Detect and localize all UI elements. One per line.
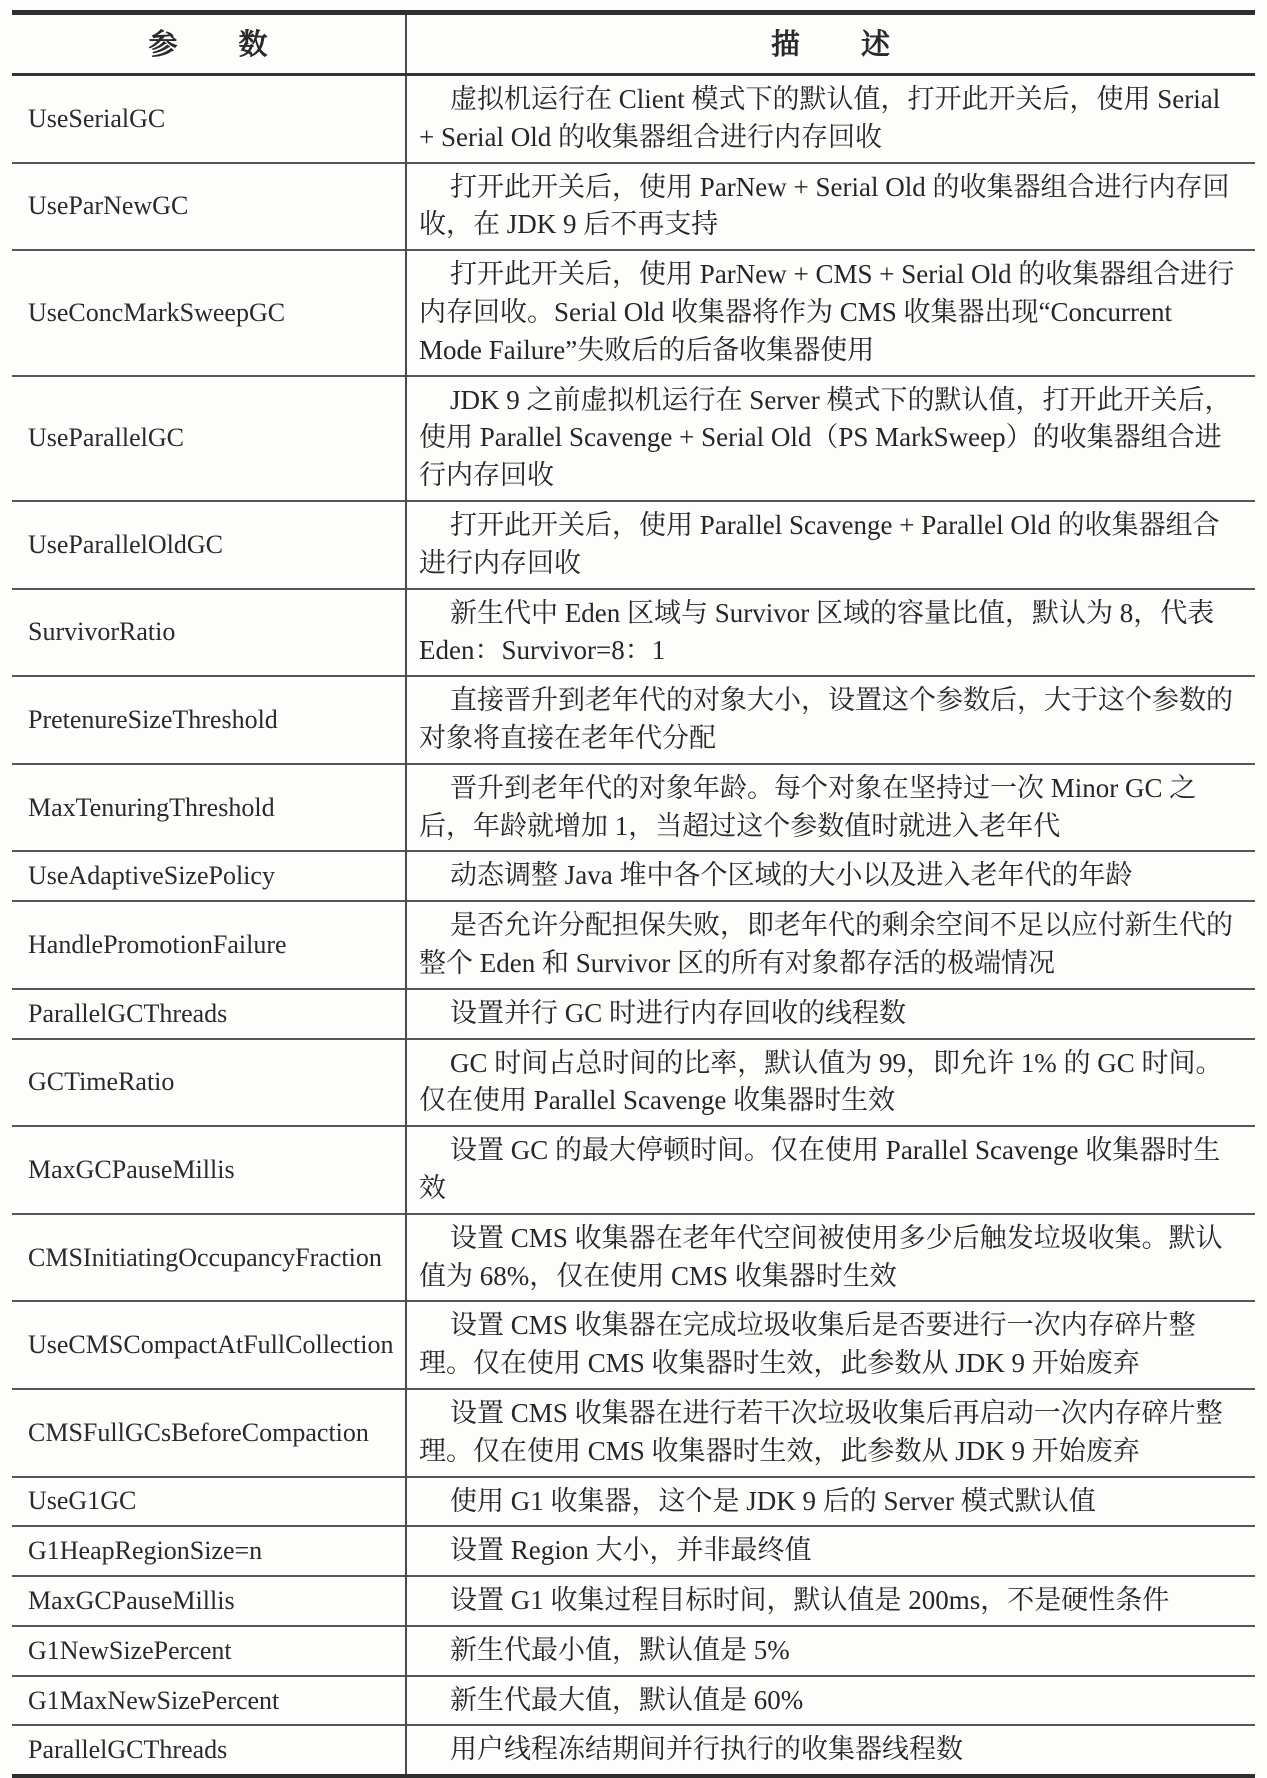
param-description-cell: 新生代最小值，默认值是 5%: [406, 1626, 1255, 1676]
param-description-cell: 打开此开关后，使用 ParNew + Serial Old 的收集器组合进行内存回收，在 JDK 9 后不再支持: [406, 163, 1255, 251]
param-name-cell: SurvivorRatio: [12, 589, 406, 677]
param-description-cell: 是否允许分配担保失败，即老年代的剩余空间不足以应付新生代的整个 Eden 和 Survivor 区的所有对象都存活的极端情况: [406, 901, 1255, 989]
param-name-cell: UseParNewGC: [12, 163, 406, 251]
header-row: [12, 13, 1255, 75]
table-row: [12, 501, 1255, 589]
table-row: [12, 376, 1255, 501]
param-name-cell: PretenureSizeThreshold: [12, 676, 406, 764]
param-name-cell: G1MaxNewSizePercent: [12, 1676, 406, 1726]
param-description-cell: 用户线程冻结期间并行执行的收集器线程数: [406, 1725, 1255, 1776]
table-row: [12, 1126, 1255, 1214]
param-description-cell: 打开此开关后，使用 ParNew + CMS + Serial Old 的收集器组合进行内存回收。Serial Old 收集器将作为 CMS 收集器出现“Concurrent Mode Failure”失败后的后备收集器使用: [406, 250, 1255, 375]
table-row: [12, 589, 1255, 677]
param-description-cell: 虚拟机运行在 Client 模式下的默认值，打开此开关后，使用 Serial + Serial Old 的收集器组合进行内存回收: [406, 75, 1255, 163]
param-name-cell: MaxTenuringThreshold: [12, 764, 406, 852]
param-name-cell: GCTimeRatio: [12, 1039, 406, 1127]
table-row: [12, 250, 1255, 375]
param-name-cell: UseSerialGC: [12, 75, 406, 163]
table-row: [12, 1301, 1255, 1389]
table-row: [12, 676, 1255, 764]
param-name-cell: UseCMSCompactAtFullCollection: [12, 1301, 406, 1389]
param-name-cell: MaxGCPauseMillis: [12, 1576, 406, 1626]
table-row: [12, 1389, 1255, 1477]
param-name-cell: UseConcMarkSweepGC: [12, 250, 406, 375]
param-description-cell: 动态调整 Java 堆中各个区域的大小以及进入老年代的年龄: [406, 851, 1255, 901]
table-row: [12, 1725, 1255, 1776]
param-name-cell: UseAdaptiveSizePolicy: [12, 851, 406, 901]
param-description-cell: 直接晋升到老年代的对象大小，设置这个参数后，大于这个参数的对象将直接在老年代分配: [406, 676, 1255, 764]
param-description-cell: 新生代中 Eden 区域与 Survivor 区域的容量比值，默认为 8，代表 Eden：Survivor=8：1: [406, 589, 1255, 677]
param-name-cell: HandlePromotionFailure: [12, 901, 406, 989]
param-description-cell: 设置并行 GC 时进行内存回收的线程数: [406, 989, 1255, 1039]
param-description-cell: 设置 Region 大小，并非最终值: [406, 1526, 1255, 1576]
param-description-cell: 打开此开关后，使用 Parallel Scavenge + Parallel Old 的收集器组合进行内存回收: [406, 501, 1255, 589]
param-name-cell: G1NewSizePercent: [12, 1626, 406, 1676]
param-name-cell: UseParallelGC: [12, 376, 406, 501]
table-row: [12, 163, 1255, 251]
table-row: [12, 1526, 1255, 1576]
param-description-cell: 使用 G1 收集器，这个是 JDK 9 后的 Server 模式默认值: [406, 1477, 1255, 1527]
param-description-cell: JDK 9 之前虚拟机运行在 Server 模式下的默认值，打开此开关后，使用 Parallel Scavenge + Serial Old（PS MarkSweep）的收集器组合进行内存回收: [406, 376, 1255, 501]
header-cell-desc: 描 述: [406, 13, 1255, 75]
param-name-cell: UseG1GC: [12, 1477, 406, 1527]
param-name-cell: ParallelGCThreads: [12, 989, 406, 1039]
param-description-cell: 设置 CMS 收集器在老年代空间被使用多少后触发垃圾收集。默认值为 68%，仅在使用 CMS 收集器时生效: [406, 1214, 1255, 1302]
gc-parameters-table: [12, 10, 1255, 1778]
param-description-cell: GC 时间占总时间的比率，默认值为 99，即允许 1% 的 GC 时间。仅在使用 Parallel Scavenge 收集器时生效: [406, 1039, 1255, 1127]
param-description-cell: 设置 CMS 收集器在完成垃圾收集后是否要进行一次内存碎片整理。仅在使用 CMS 收集器时生效，此参数从 JDK 9 开始废弃: [406, 1301, 1255, 1389]
param-name-cell: UseParallelOldGC: [12, 501, 406, 589]
table-row: [12, 1039, 1255, 1127]
param-description-cell: 设置 CMS 收集器在进行若干次垃圾收集后再启动一次内存碎片整理。仅在使用 CMS 收集器时生效，此参数从 JDK 9 开始废弃: [406, 1389, 1255, 1477]
param-name-cell: G1HeapRegionSize=n: [12, 1526, 406, 1576]
table-row: [12, 1477, 1255, 1527]
param-name-cell: ParallelGCThreads: [12, 1725, 406, 1776]
table-row: [12, 901, 1255, 989]
table-row: [12, 764, 1255, 852]
param-name-cell: MaxGCPauseMillis: [12, 1126, 406, 1214]
param-name-cell: CMSInitiatingOccupancyFraction: [12, 1214, 406, 1302]
table-row: [12, 1214, 1255, 1302]
header-cell-param: 参 数: [12, 13, 406, 75]
table-row: [12, 989, 1255, 1039]
param-description-cell: 新生代最大值，默认值是 60%: [406, 1676, 1255, 1726]
table-body: [12, 75, 1255, 1777]
table-row: [12, 1576, 1255, 1626]
param-description-cell: 设置 G1 收集过程目标时间，默认值是 200ms，不是硬性条件: [406, 1576, 1255, 1626]
table-row: [12, 1676, 1255, 1726]
param-description-cell: 设置 GC 的最大停顿时间。仅在使用 Parallel Scavenge 收集器时生效: [406, 1126, 1255, 1214]
table-row: [12, 851, 1255, 901]
table-row: [12, 75, 1255, 163]
table-header: [12, 13, 1255, 75]
param-name-cell: CMSFullGCsBeforeCompaction: [12, 1389, 406, 1477]
table-row: [12, 1626, 1255, 1676]
param-description-cell: 晋升到老年代的对象年龄。每个对象在坚持过一次 Minor GC 之后，年龄就增加 1，当超过这个参数值时就进入老年代: [406, 764, 1255, 852]
